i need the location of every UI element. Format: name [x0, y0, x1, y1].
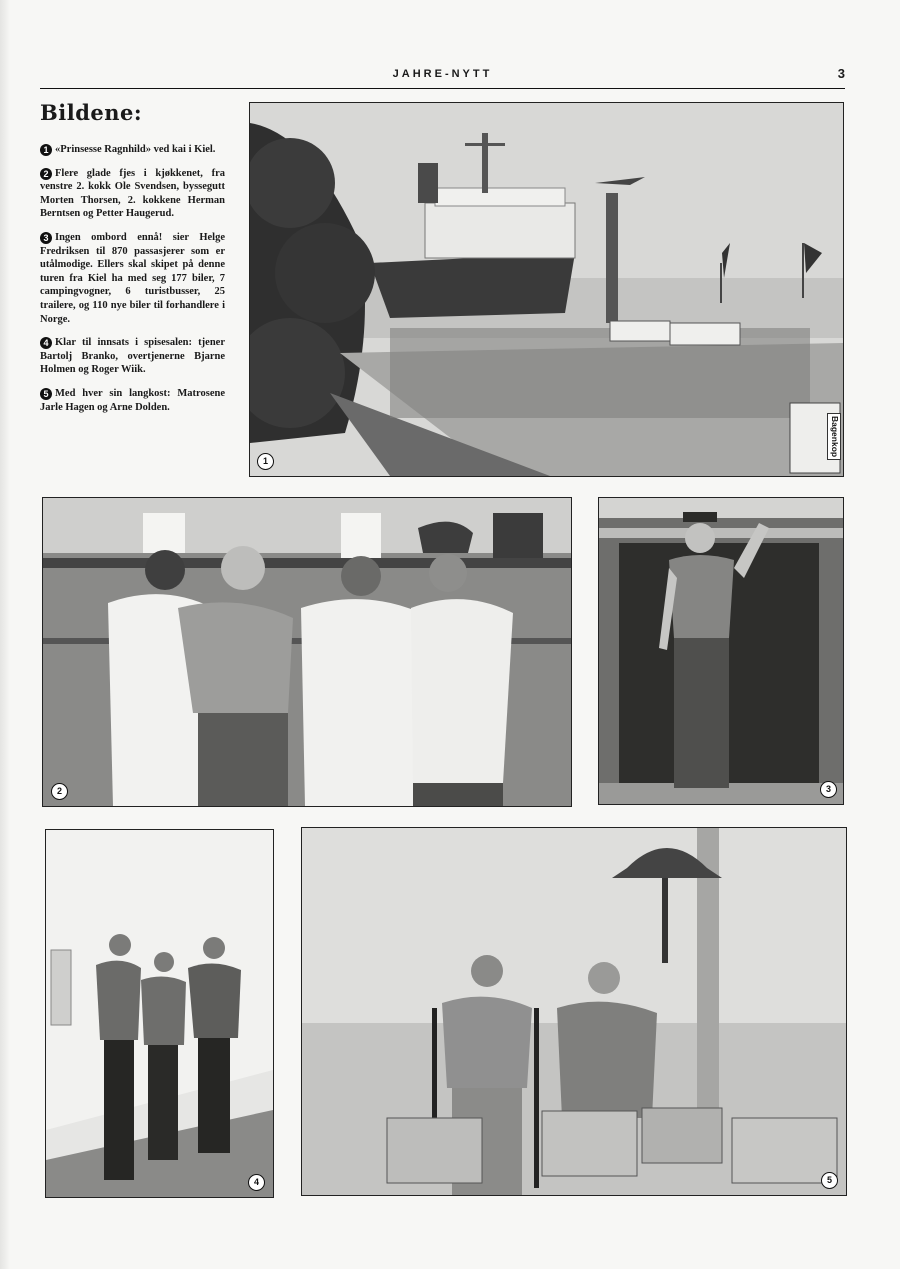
ferry-scene-illustration [250, 103, 843, 476]
caption-text-1: «Prinsesse Ragnhild» ved kai i Kiel. [55, 144, 216, 155]
caption-number-1: 1 [40, 144, 52, 156]
caption-3 [40, 231, 225, 326]
photo-dining-room-waiters [45, 829, 274, 1198]
caption-text-2: Flere glade fjes i kjøkkenet, fra venstre 2. kokk Ole Svendsen, byssegutt Morten Thorsen, 2. kokkene Herman Berntsen og Petter Haugerud. [40, 167, 225, 220]
photo-credit: Bagenkop [827, 413, 841, 460]
caption-text-5: Med hver sin langkost: Matrosene Jarle Hagen og Arne Dolden. [40, 387, 225, 413]
caption-number-5: 5 [40, 388, 52, 400]
caption-text-3: Ingen ombord ennå! sier Helge Fredriksen til 870 passasjerer som er utålmodige. Ellers skal skipet på denne turen fra Kiel ha med seg 177 biler, 7 campingvogner, 6 turistbusser, 25 trailere, og 110 nye biler til forhandlere i Norge. [40, 231, 225, 325]
caption-number-2: 2 [40, 168, 52, 180]
photo-number-badge-3: 3 [820, 781, 837, 798]
page-header [40, 66, 845, 89]
caption-number-3: 3 [40, 232, 52, 244]
photo-kitchen-crew [42, 497, 572, 807]
photo-sailors-deck [301, 827, 847, 1196]
caption-1 [40, 143, 225, 157]
photo-captions [40, 100, 225, 424]
captions-heading: Bildene: [40, 100, 143, 125]
kitchen-scene-illustration [43, 498, 571, 806]
caption-5 [40, 387, 225, 414]
photo-number-badge-1: 1 [257, 453, 274, 470]
caption-text-4: Klar til innsats i spisesalen: tjener Bartolj Branko, overtjenerne Bjarne Holmen og Roger Wiik. [40, 337, 225, 376]
caption-number-4: 4 [40, 337, 52, 349]
photo-number-badge-5: 5 [821, 1172, 838, 1189]
caption-4 [40, 336, 225, 377]
publication-title: JAHRE-NYTT [392, 68, 493, 80]
photo-ferry-at-quay [249, 102, 844, 477]
waiters-illustration [46, 830, 273, 1197]
page-number: 3 [837, 66, 845, 81]
photo-man-waving [598, 497, 844, 805]
photo-number-badge-4: 4 [248, 1174, 265, 1191]
sailors-deck-illustration [302, 828, 846, 1195]
photo-number-badge-2: 2 [51, 783, 68, 800]
page-edge [0, 0, 10, 1269]
caption-2 [40, 167, 225, 221]
waving-man-illustration [599, 498, 843, 804]
